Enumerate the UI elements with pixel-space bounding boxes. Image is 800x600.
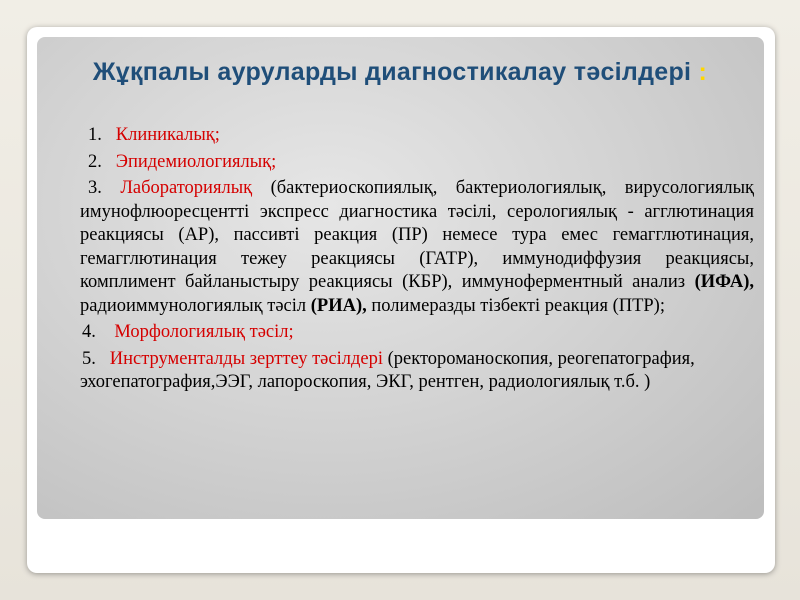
list-item-number: 3. xyxy=(88,178,102,198)
list-item-description-c: полимеразды тізбекті реакция (ПТР); xyxy=(371,295,665,316)
list-item-label: Клиникалық; xyxy=(115,125,220,145)
list-item-clinical xyxy=(80,124,754,148)
slide-title xyxy=(60,56,740,88)
list-item-laboratory xyxy=(80,177,754,318)
list-item-epidemiological xyxy=(80,151,754,175)
list-item-label: Лабораториялық xyxy=(120,178,253,198)
slide-title-text: Жұқпалы ауруларды диагностикалау тәсілдері xyxy=(92,58,692,86)
list-item-label: Инструменталды зерттеу тәсілдері xyxy=(109,348,383,369)
list-item-abbrev-ria: (РИА), xyxy=(310,295,367,316)
list-item-description-b: радиоиммунологиялық тәсіл xyxy=(80,295,307,316)
list-item-abbrev-ifa: (ИФА), xyxy=(694,272,754,292)
slide-title-colon: : xyxy=(698,58,708,86)
list-item-instrumental xyxy=(80,348,754,395)
list-item-description: (бактериоскопиялық, бактериологиялық, вирусологиялық имунофлюоресцентті экспресс диагностика тәсілі, серологиялық - агглютинация реакциясы (АР), пассивті реакция (ПР) немесе тура емес гемагглютинация, гемагглютинация тежеу реакциясы (ГАТР), иммунодиффузия реакциясы, комплимент байланыстыру реакциясы (КБР), иммуноферментный анализ xyxy=(80,178,755,292)
list-item-morphological xyxy=(80,321,754,345)
list-item-number: 5. xyxy=(82,348,96,369)
list-item-label: Морфологиялық тәсіл; xyxy=(114,322,294,342)
list-item-number: 4. xyxy=(82,322,96,342)
methods-list xyxy=(80,124,754,395)
list-item-label: Эпидемиологиялық; xyxy=(115,151,277,172)
list-item-description: (ректороманоскопия, реогепатография, эхогепатография,ЭЭГ, лапороскопия, ЭКГ, рентген, радиологиялық т.б. ) xyxy=(80,348,695,392)
list-item-number: 1. xyxy=(88,125,102,145)
list-item-number: 2. xyxy=(88,151,102,172)
